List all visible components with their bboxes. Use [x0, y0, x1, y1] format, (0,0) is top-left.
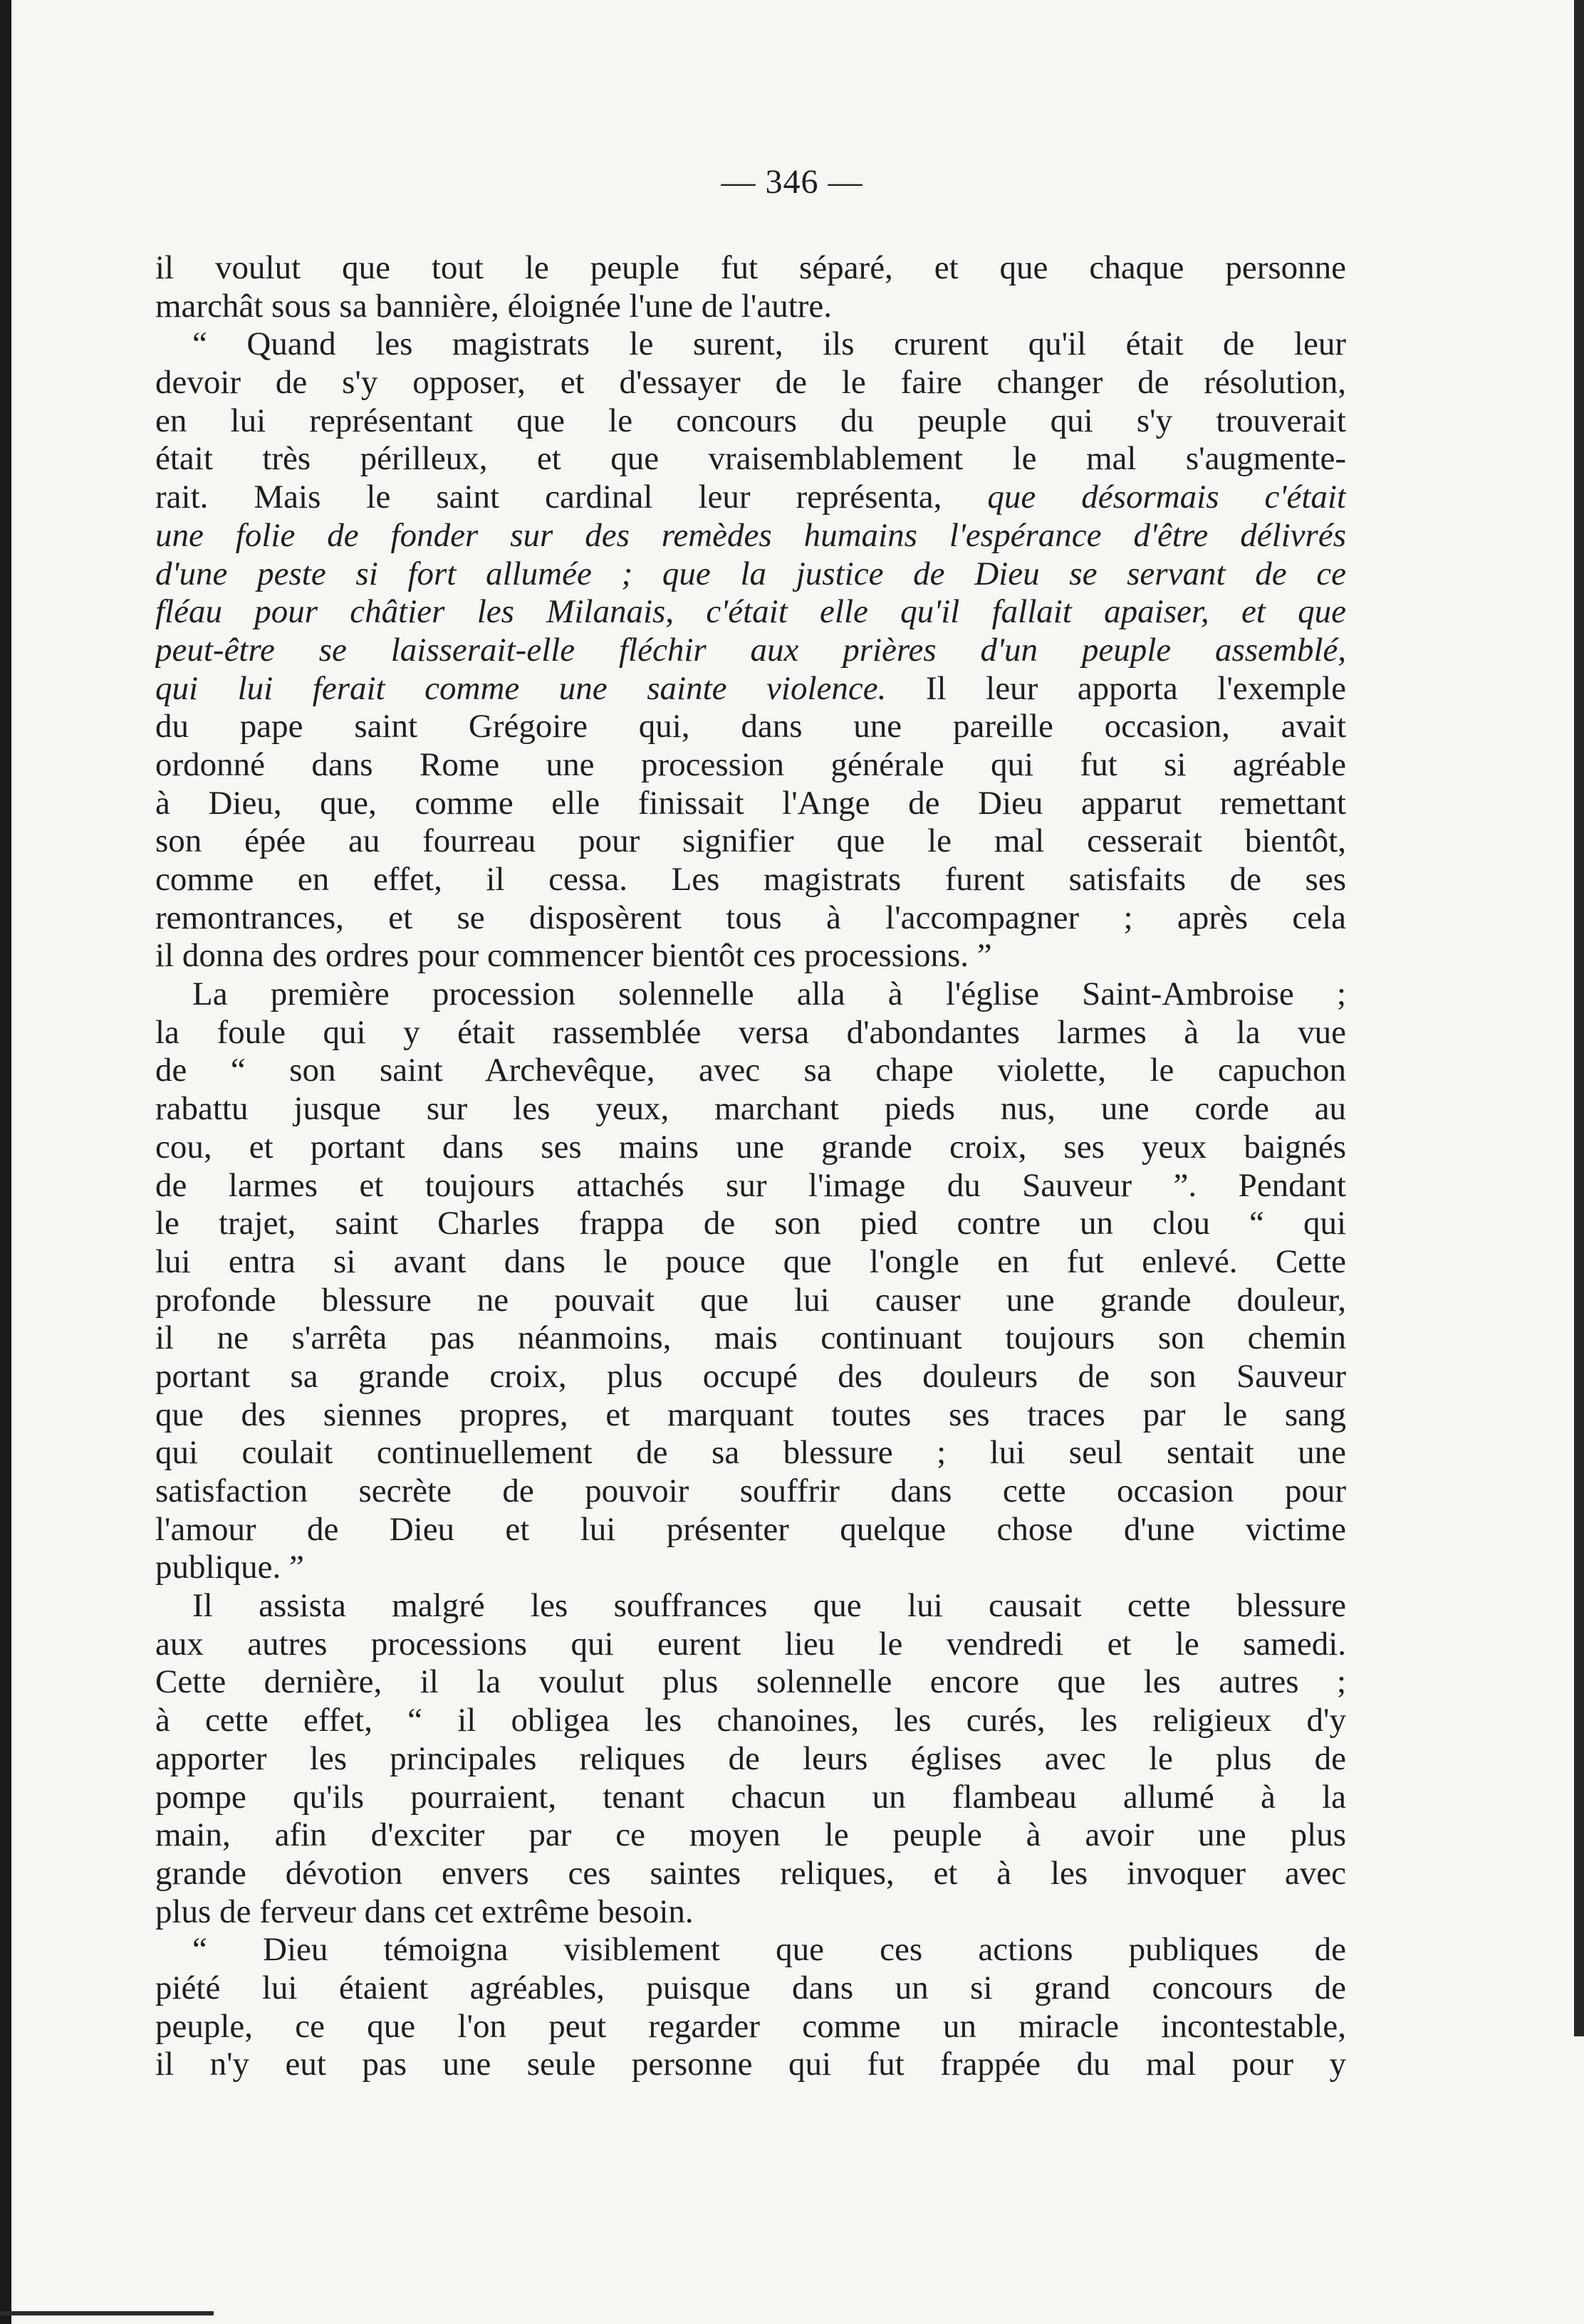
- text-line: l'amour de Dieu et lui présenter quelque chose d'une victime: [155, 1510, 1346, 1548]
- text-line: était très périlleux, et que vraisemblablement le mal s'augmente-: [155, 440, 1346, 478]
- text-line: fléau pour châtier les Milanais, c'était elle qu'il fallait apaiser, et que: [155, 593, 1346, 631]
- text-line: rabattu jusque sur les yeux, marchant pieds nus, une corde au: [155, 1090, 1346, 1128]
- text-line: apporter les principales reliques de leurs églises avec le plus de: [155, 1739, 1346, 1777]
- text-line: [155, 478, 1346, 517]
- text-run: Il leur apporta l'exemple: [886, 669, 1346, 707]
- text-line: la foule qui y était rassemblée versa d'abondantes larmes à la vue: [155, 1013, 1346, 1051]
- text-line: publique. ”: [155, 1549, 304, 1586]
- text-line: remontrances, et se disposèrent tous à l'accompagner ; après cela: [155, 899, 1346, 936]
- text-line: du pape saint Grégoire qui, dans une pareille occasion, avait: [155, 708, 1346, 745]
- text-line: comme en effet, il cessa. Les magistrats furent satisfaits de ses: [155, 861, 1346, 898]
- text-line: devoir de s'y opposer, et d'essayer de le faire changer de résolution,: [155, 364, 1346, 402]
- text-line: “ Dieu témoigna visiblement que ces actions publiques de: [192, 1931, 1346, 1969]
- text-line: une folie de fonder sur des remèdes humains l'espérance d'être délivrés: [155, 516, 1346, 554]
- body-text: [155, 249, 1346, 2084]
- text-line: il n'y eut pas une seule personne qui fut frappée du mal pour y: [155, 2046, 1346, 2083]
- text-line: main, afin d'exciter par ce moyen le peuple à avoir une plus: [155, 1816, 1346, 1854]
- scan-edge-bottom: [0, 2311, 214, 2315]
- text-line: marchât sous sa bannière, éloignée l'une de l'autre.: [155, 287, 833, 325]
- text-line: plus de ferveur dans cet extrême besoin.: [155, 1893, 694, 1930]
- text-line: piété lui étaient agréables, puisque dans un si grand concours de: [155, 1969, 1346, 2006]
- text-line: Cette dernière, il la voulut plus solennelle encore que les autres ;: [155, 1663, 1346, 1701]
- text-line: il ne s'arrêta pas néanmoins, mais continuant toujours son chemin: [155, 1319, 1346, 1357]
- text-line: portant sa grande croix, plus occupé des douleurs de son Sauveur: [155, 1357, 1346, 1395]
- text-line: à Dieu, que, comme elle finissait l'Ange de Dieu apparut remettant: [155, 784, 1346, 822]
- text-line: peut-être se laisserait-elle fléchir aux prières d'un peuple assemblé,: [155, 631, 1346, 669]
- text-line: qui coulait continuellement de sa blessure ; lui seul sentait une: [155, 1434, 1346, 1472]
- text-line: de larmes et toujours attachés sur l'image du Sauveur ”. Pendant: [155, 1166, 1346, 1204]
- text-line: aux autres processions qui eurent lieu le vendredi et le samedi.: [155, 1625, 1346, 1663]
- text-line: La première procession solennelle alla à l'église Saint-Ambroise ;: [192, 975, 1346, 1013]
- text-line: cou, et portant dans ses mains une grande croix, ses yeux baignés: [155, 1128, 1346, 1166]
- text-line: lui entra si avant dans le pouce que l'ongle en fut enlevé. Cette: [155, 1242, 1346, 1280]
- scan-edge-left: [0, 0, 11, 2324]
- text-line: à cette effet, “ il obligea les chanoines, les curés, les religieux d'y: [155, 1702, 1346, 1739]
- text-line: en lui représentant que le concours du peuple qui s'y trouverait: [155, 402, 1346, 439]
- text-line: il voulut que tout le peuple fut séparé, et que chaque personne: [155, 249, 1346, 286]
- text-line: grande dévotion envers ces saintes reliques, et à les invoquer avec: [155, 1854, 1346, 1892]
- text-line: [155, 670, 1346, 708]
- italic-run: qui lui ferait comme une sainte violence.: [155, 669, 887, 707]
- text-line: “ Quand les magistrats le surent, ils crurent qu'il était de leur: [192, 325, 1346, 363]
- text-line: satisfaction secrète de pouvoir souffrir dans cette occasion pour: [155, 1472, 1346, 1509]
- text-line: peuple, ce que l'on peut regarder comme un miracle incontestable,: [155, 2007, 1346, 2045]
- scan-edge-right: [1574, 0, 1584, 2036]
- italic-run: que désormais c'était: [987, 478, 1346, 516]
- text-line: de “ son saint Archevêque, avec sa chape violette, le capuchon: [155, 1052, 1346, 1089]
- text-line: pompe qu'ils pourraient, tenant chacun un flambeau allumé à la: [155, 1778, 1346, 1816]
- text-line: ordonné dans Rome une procession générale qui fut si agréable: [155, 745, 1346, 783]
- text-line: Il assista malgré les souffrances que lui causait cette blessure: [192, 1587, 1346, 1625]
- text-line: que des siennes propres, et marquant toutes ses traces par le sang: [155, 1396, 1346, 1433]
- text-line: son épée au fourreau pour signifier que le mal cesserait bientôt,: [155, 822, 1346, 860]
- text-line: le trajet, saint Charles frappa de son pied contre un clou “ qui: [155, 1205, 1346, 1242]
- text-line: d'une peste si fort allumée ; que la justice de Dieu se servant de ce: [155, 555, 1346, 592]
- text-line: il donna des ordres pour commencer bientôt ces processions. ”: [155, 937, 992, 975]
- text-run: rait. Mais le saint cardinal leur représenta,: [155, 478, 988, 516]
- text-line: profonde blessure ne pouvait que lui causer une grande douleur,: [155, 1281, 1346, 1319]
- page-number: — 346 —: [721, 163, 863, 201]
